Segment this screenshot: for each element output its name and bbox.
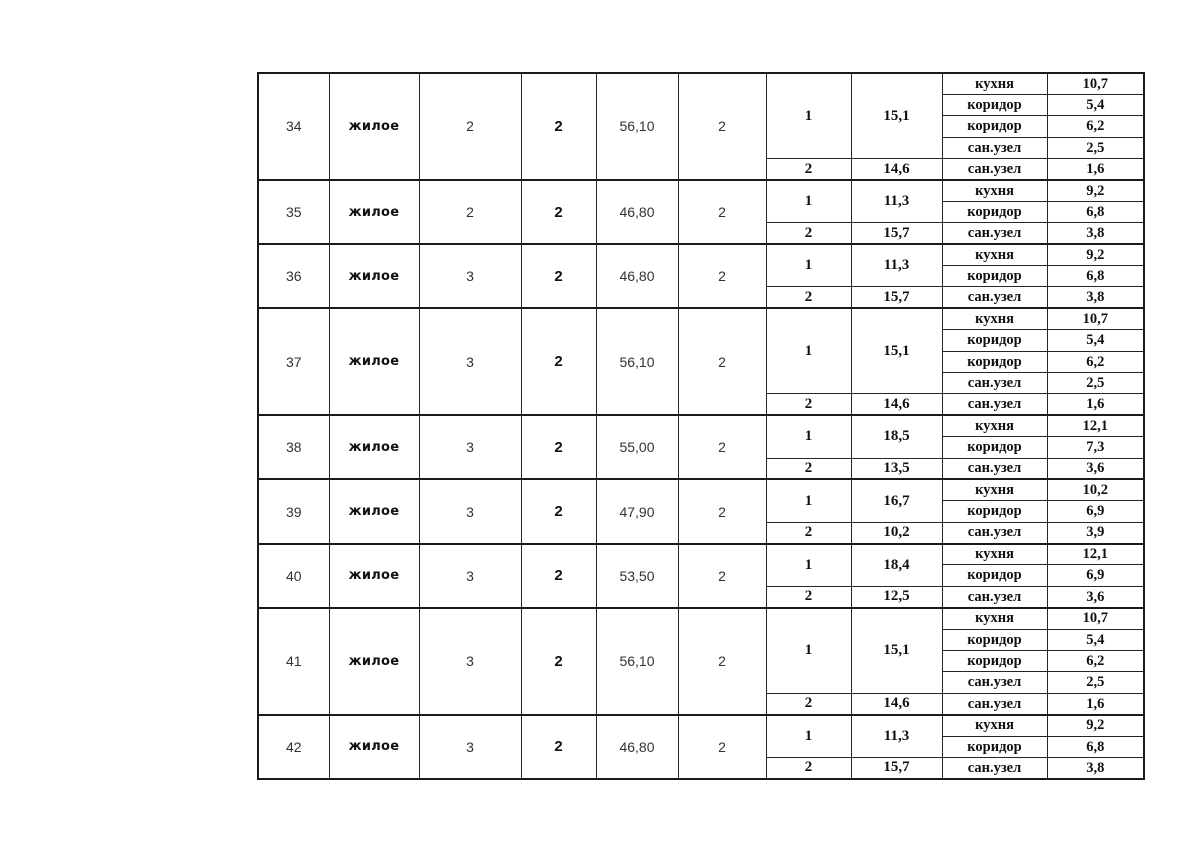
col-6-value: 2 <box>678 608 766 715</box>
room-area: 15,1 <box>851 608 942 694</box>
table-row <box>258 544 1144 565</box>
aux-room-name: сан.узел <box>942 223 1047 244</box>
aux-room-name: сан.узел <box>942 458 1047 479</box>
col-3-value: 3 <box>419 415 521 479</box>
col-3-value: 3 <box>419 308 521 415</box>
room-number: 2 <box>766 586 851 607</box>
room-number: 1 <box>766 715 851 758</box>
aux-room-name: сан.узел <box>942 137 1047 158</box>
aux-room-area: 5,4 <box>1047 94 1144 115</box>
room-area: 14,6 <box>851 394 942 415</box>
aux-room-name: сан.узел <box>942 372 1047 393</box>
aux-room-name: сан.узел <box>942 758 1047 779</box>
aux-room-area: 3,6 <box>1047 458 1144 479</box>
total-area: 56,10 <box>596 308 678 415</box>
aux-room-area: 2,5 <box>1047 372 1144 393</box>
aux-room-area: 10,7 <box>1047 608 1144 629</box>
aux-room-area: 9,2 <box>1047 180 1144 201</box>
aux-room-area: 1,6 <box>1047 693 1144 714</box>
col-4-value: 2 <box>521 544 596 608</box>
aux-room-name: коридор <box>942 330 1047 351</box>
room-area: 12,5 <box>851 586 942 607</box>
col-3-value: 3 <box>419 244 521 308</box>
room-number: 2 <box>766 693 851 714</box>
total-area: 46,80 <box>596 715 678 779</box>
room-number: 1 <box>766 608 851 694</box>
premises-type: жилое <box>329 244 419 308</box>
total-area: 53,50 <box>596 544 678 608</box>
room-number: 1 <box>766 479 851 522</box>
aux-room-area: 12,1 <box>1047 544 1144 565</box>
room-area: 15,1 <box>851 308 942 394</box>
aux-room-name: коридор <box>942 266 1047 287</box>
aux-room-area: 6,8 <box>1047 736 1144 757</box>
table-row <box>258 180 1144 201</box>
aux-room-name: кухня <box>942 180 1047 201</box>
apartment-number: 39 <box>258 479 329 543</box>
room-area: 11,3 <box>851 244 942 287</box>
aux-room-name: коридор <box>942 501 1047 522</box>
apartment-number: 37 <box>258 308 329 415</box>
aux-room-name: сан.узел <box>942 287 1047 308</box>
aux-room-name: коридор <box>942 351 1047 372</box>
total-area: 46,80 <box>596 244 678 308</box>
room-area: 15,1 <box>851 73 942 159</box>
col-3-value: 3 <box>419 715 521 779</box>
col-6-value: 2 <box>678 415 766 479</box>
aux-room-name: коридор <box>942 94 1047 115</box>
room-area: 16,7 <box>851 479 942 522</box>
room-number: 1 <box>766 244 851 287</box>
aux-room-name: сан.узел <box>942 672 1047 693</box>
room-area: 10,2 <box>851 522 942 543</box>
col-4-value: 2 <box>521 308 596 415</box>
room-number: 2 <box>766 287 851 308</box>
premises-type: жилое <box>329 479 419 543</box>
aux-room-area: 5,4 <box>1047 629 1144 650</box>
premises-type: жилое <box>329 73 419 180</box>
total-area: 55,00 <box>596 415 678 479</box>
aux-room-name: кухня <box>942 479 1047 500</box>
aux-room-area: 1,6 <box>1047 159 1144 180</box>
aux-room-area: 6,2 <box>1047 116 1144 137</box>
aux-room-area: 3,8 <box>1047 287 1144 308</box>
room-area: 15,7 <box>851 223 942 244</box>
aux-room-name: коридор <box>942 736 1047 757</box>
table-row <box>258 715 1144 736</box>
col-6-value: 2 <box>678 244 766 308</box>
aux-room-name: сан.узел <box>942 586 1047 607</box>
apartment-number: 42 <box>258 715 329 779</box>
premises-type: жилое <box>329 544 419 608</box>
room-number: 2 <box>766 758 851 779</box>
room-area: 14,6 <box>851 159 942 180</box>
total-area: 56,10 <box>596 73 678 180</box>
col-3-value: 3 <box>419 608 521 715</box>
room-number: 2 <box>766 522 851 543</box>
apartment-number: 35 <box>258 180 329 244</box>
aux-room-area: 6,9 <box>1047 501 1144 522</box>
total-area: 46,80 <box>596 180 678 244</box>
col-3-value: 2 <box>419 73 521 180</box>
aux-room-name: кухня <box>942 715 1047 736</box>
apartment-rows <box>258 73 1144 779</box>
room-area: 11,3 <box>851 715 942 758</box>
aux-room-area: 6,8 <box>1047 201 1144 222</box>
col-6-value: 2 <box>678 180 766 244</box>
col-6-value: 2 <box>678 479 766 543</box>
aux-room-area: 6,8 <box>1047 266 1144 287</box>
aux-room-name: коридор <box>942 437 1047 458</box>
room-area: 14,6 <box>851 693 942 714</box>
aux-room-name: коридор <box>942 629 1047 650</box>
room-number: 2 <box>766 394 851 415</box>
aux-room-name: сан.узел <box>942 693 1047 714</box>
room-number: 2 <box>766 159 851 180</box>
room-area: 13,5 <box>851 458 942 479</box>
col-6-value: 2 <box>678 544 766 608</box>
apartment-number: 38 <box>258 415 329 479</box>
aux-room-area: 2,5 <box>1047 672 1144 693</box>
aux-room-area: 9,2 <box>1047 715 1144 736</box>
aux-room-area: 10,7 <box>1047 73 1144 94</box>
col-3-value: 3 <box>419 544 521 608</box>
apartment-number: 36 <box>258 244 329 308</box>
table-row <box>258 308 1144 329</box>
col-6-value: 2 <box>678 73 766 180</box>
room-area: 18,5 <box>851 415 942 458</box>
total-area: 47,90 <box>596 479 678 543</box>
aux-room-area: 3,8 <box>1047 758 1144 779</box>
table-row <box>258 479 1144 500</box>
table-row <box>258 244 1144 265</box>
apartment-number: 41 <box>258 608 329 715</box>
aux-room-name: кухня <box>942 415 1047 436</box>
apartment-table <box>257 72 1145 780</box>
room-number: 1 <box>766 415 851 458</box>
aux-room-area: 10,7 <box>1047 308 1144 329</box>
apartment-number: 40 <box>258 544 329 608</box>
room-area: 11,3 <box>851 180 942 223</box>
aux-room-name: сан.узел <box>942 159 1047 180</box>
aux-room-name: кухня <box>942 73 1047 94</box>
aux-room-name: кухня <box>942 308 1047 329</box>
room-area: 15,7 <box>851 287 942 308</box>
col-6-value: 2 <box>678 715 766 779</box>
premises-type: жилое <box>329 308 419 415</box>
aux-room-name: коридор <box>942 565 1047 586</box>
aux-room-name: сан.узел <box>942 394 1047 415</box>
room-area: 15,7 <box>851 758 942 779</box>
premises-type: жилое <box>329 715 419 779</box>
col-6-value: 2 <box>678 308 766 415</box>
apartment-number: 34 <box>258 73 329 180</box>
aux-room-area: 9,2 <box>1047 244 1144 265</box>
col-4-value: 2 <box>521 715 596 779</box>
room-area: 18,4 <box>851 544 942 587</box>
col-4-value: 2 <box>521 244 596 308</box>
total-area: 56,10 <box>596 608 678 715</box>
aux-room-area: 3,8 <box>1047 223 1144 244</box>
room-number: 2 <box>766 223 851 244</box>
col-3-value: 2 <box>419 180 521 244</box>
aux-room-name: коридор <box>942 201 1047 222</box>
col-4-value: 2 <box>521 73 596 180</box>
table-row <box>258 73 1144 94</box>
col-3-value: 3 <box>419 479 521 543</box>
col-4-value: 2 <box>521 415 596 479</box>
aux-room-name: кухня <box>942 608 1047 629</box>
col-4-value: 2 <box>521 479 596 543</box>
aux-room-area: 7,3 <box>1047 437 1144 458</box>
aux-room-area: 5,4 <box>1047 330 1144 351</box>
aux-room-name: кухня <box>942 244 1047 265</box>
col-4-value: 2 <box>521 180 596 244</box>
premises-type: жилое <box>329 180 419 244</box>
col-4-value: 2 <box>521 608 596 715</box>
aux-room-area: 6,2 <box>1047 351 1144 372</box>
room-number: 2 <box>766 458 851 479</box>
premises-type: жилое <box>329 608 419 715</box>
aux-room-name: коридор <box>942 116 1047 137</box>
aux-room-area: 6,2 <box>1047 651 1144 672</box>
table-row <box>258 415 1144 436</box>
aux-room-area: 6,9 <box>1047 565 1144 586</box>
aux-room-area: 2,5 <box>1047 137 1144 158</box>
aux-room-name: кухня <box>942 544 1047 565</box>
room-number: 1 <box>766 544 851 587</box>
aux-room-area: 3,9 <box>1047 522 1144 543</box>
room-number: 1 <box>766 73 851 159</box>
aux-room-area: 3,6 <box>1047 586 1144 607</box>
aux-room-name: сан.узел <box>942 522 1047 543</box>
table-row <box>258 608 1144 629</box>
aux-room-name: коридор <box>942 651 1047 672</box>
aux-room-area: 10,2 <box>1047 479 1144 500</box>
room-number: 1 <box>766 180 851 223</box>
aux-room-area: 12,1 <box>1047 415 1144 436</box>
aux-room-area: 1,6 <box>1047 394 1144 415</box>
room-number: 1 <box>766 308 851 394</box>
premises-type: жилое <box>329 415 419 479</box>
